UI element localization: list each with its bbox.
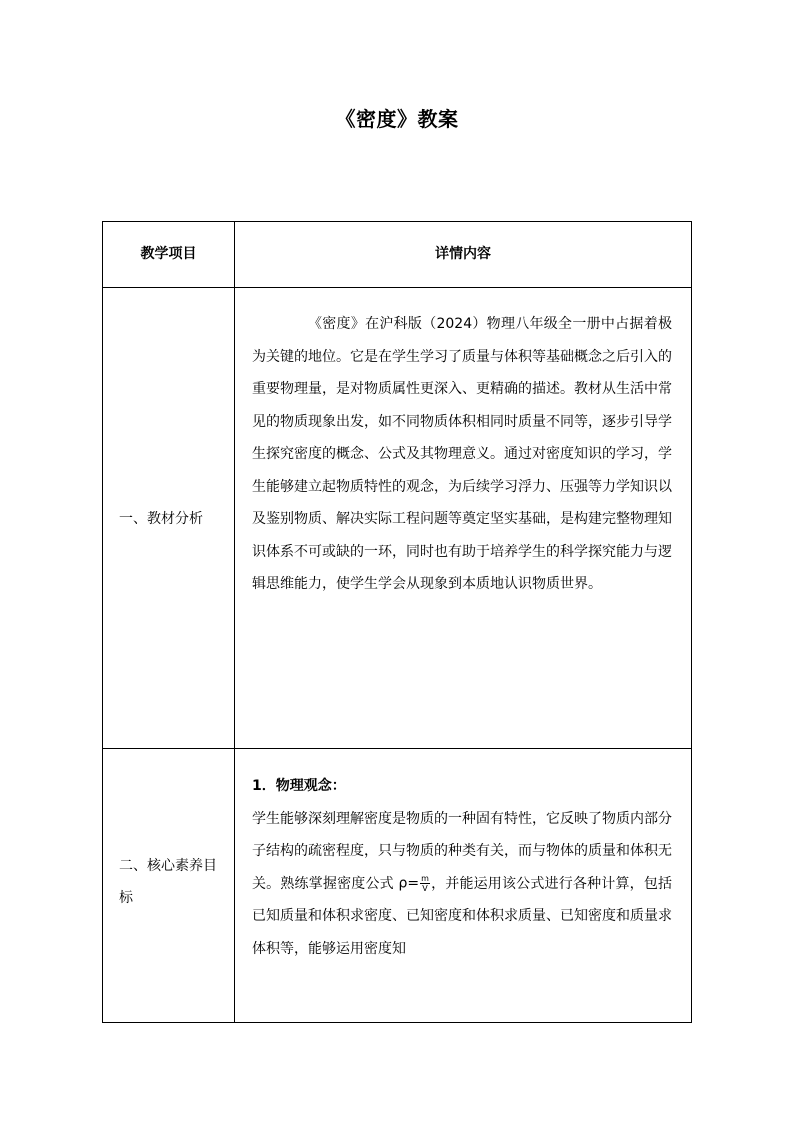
formula-denominator: V (422, 884, 428, 893)
row-divider (103, 287, 691, 288)
row-label-textbook-analysis: 一、教材分析 (119, 511, 203, 527)
page-title: 《密度》教案 (335, 107, 459, 131)
header-details: 详情内容 (435, 246, 491, 262)
formula-fraction (420, 874, 430, 893)
physics-concept-paragraph (252, 803, 672, 966)
core-literacy-content (252, 770, 672, 965)
row-label-core-literacy-goals: 二、核心素养目标 (119, 858, 217, 906)
density-formula (398, 874, 430, 893)
textbook-analysis-content: 《密度》在沪科版（2024）物理八年级全一册中占据着极为关键的地位。它是在学生学习了质量与体积等基础概念之后引入的重要物理量，是对物质属性更深入、更精确的描述。教材从生活中常见的物质现象出发，如不同物质体积相同时质量不同等，逐步引导学生探究密度的概念、公式及其物理意义。通过对密度知识的学习，学生能够建立起物质特性的观念，为后续学习浮力、压强等力学知识以及鉴别物质、解决实际工程问题等奠定坚实基础，是构建完整物理知识体系不可或缺的一环，同时也有助于培养学生的科学探究能力与逻辑思维能力，使学生学会从现象到本质地认识物质世界。 (252, 316, 672, 592)
sub-heading-physics-concept: 1．物理观念： (252, 778, 346, 794)
header-teaching-item: 教学项目 (140, 246, 197, 262)
paragraph-text-after-formula: ，并能运用该公式进行各种计算，包括已知质量和体积求密度、已知密度和体积求质量、已知密度和质量求体积等，能够运用密度知 (252, 875, 673, 957)
formula-numerator: m (421, 874, 429, 883)
paragraph-text-before-formula: 学生能够深刻理解密度是物质的一种固有特性，它反映了物质内部分子结构的疏密程度，只与物质的种类有关，而与物体的质量和体积无关。熟练掌握密度公式 (252, 810, 672, 892)
row-divider (103, 748, 691, 749)
column-divider (234, 222, 235, 1022)
lesson-plan-table (102, 221, 692, 1023)
formula-lhs: ρ= (398, 875, 420, 892)
